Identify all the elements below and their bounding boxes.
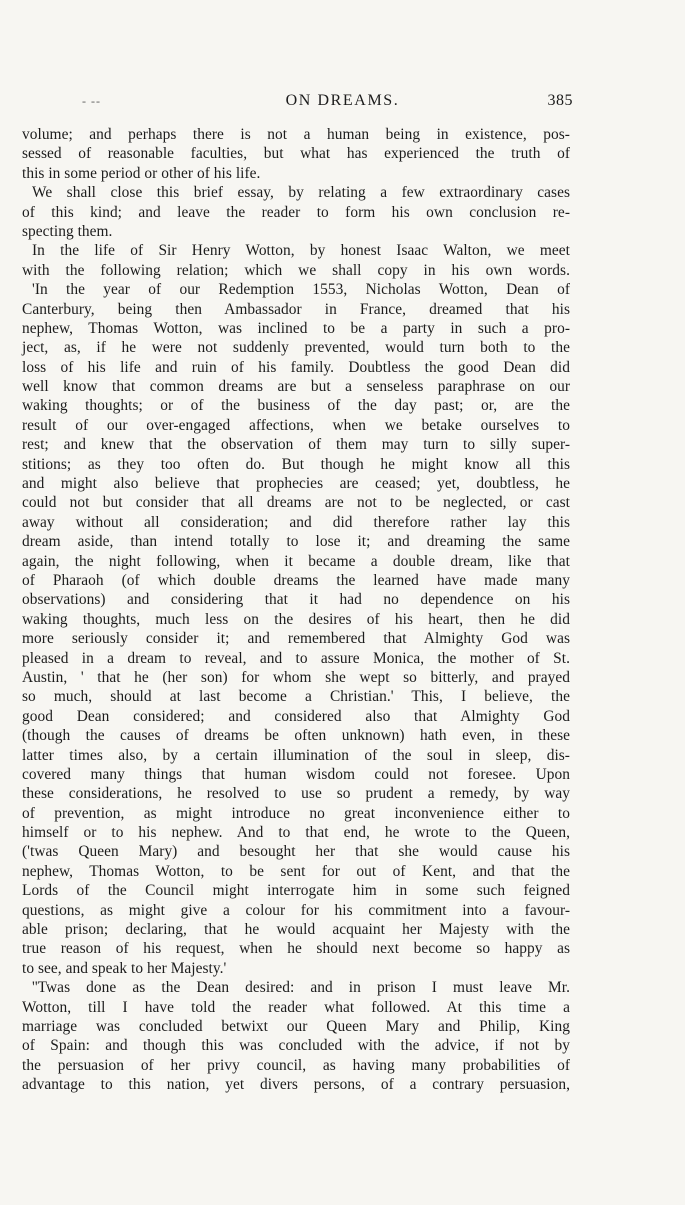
running-head	[0, 92, 685, 114]
text-line: these considerations, he resolved to use so prudent a remedy, by way	[22, 785, 570, 803]
text-line: ject, as, if he were not suddenly prevented, would turn both to the	[22, 339, 570, 357]
text-line: again, the night following, when it became a double dream, like that	[22, 552, 570, 570]
text-line: to see, and speak to her Majesty.'	[22, 959, 227, 977]
text-line: could not but consider that all dreams are not to be neglected, or cast	[22, 494, 570, 512]
text-line: We shall close this brief essay, by relating a few extraordinary cases	[32, 184, 570, 202]
text-line: of Spain: and though this was concluded with the advice, if not by	[22, 1037, 570, 1055]
text-line: waking thoughts; or of the business of the day past; or, are the	[22, 397, 570, 415]
text-line: ''Twas done as the Dean desired: and in prison I must leave Mr.	[32, 979, 570, 997]
text-line: this in some period or other of his life.	[22, 164, 261, 182]
text-line: covered many things that human wisdom could not foresee. Upon	[22, 765, 570, 783]
text-line: able prison; declaring, that he would acquaint her Majesty with the	[22, 921, 570, 939]
text-line: rest; and knew that the observation of them may turn to silly super-	[22, 436, 570, 454]
text-line: true reason of his request, when he should next become so happy as	[22, 940, 570, 958]
text-line: well know that common dreams are but a senseless paraphrase on our	[22, 378, 570, 396]
text-line: In the life of Sir Henry Wotton, by honest Isaac Walton, we meet	[32, 242, 570, 260]
text-line: advantage to this nation, yet divers persons, of a contrary persuasion,	[22, 1076, 570, 1094]
text-line: of Pharaoh (of which double dreams the learned have made many	[22, 571, 570, 589]
text-line: with the following relation; which we shall copy in his own words.	[22, 261, 570, 279]
text-line: Wotton, till I have told the reader what followed. At this time a	[22, 998, 570, 1016]
text-line: and might also believe that prophecies are ceased; yet, doubtless, he	[22, 475, 570, 493]
text-line: specting them.	[22, 222, 113, 240]
text-line: of this kind; and leave the reader to form his own conclusion re-	[22, 203, 570, 221]
chapter-title: ON DREAMS.	[285, 92, 400, 109]
text-line: Canterbury, being then Ambassador in France, dreamed that his	[22, 300, 570, 318]
text-line: (though the causes of dreams be often unknown) hath even, in these	[22, 727, 570, 745]
text-line: ('twas Queen Mary) and besought her that she would cause his	[22, 843, 570, 861]
text-line: 'In the year of our Redemption 1553, Nicholas Wotton, Dean of	[32, 281, 570, 299]
text-line: waking thoughts, much less on the desires of his heart, then he did	[22, 610, 570, 628]
text-line: good Dean considered; and considered also that Almighty God	[22, 707, 570, 725]
body-text	[22, 125, 570, 1095]
text-line: result of our over-engaged affections, when we betake ourselves to	[22, 416, 570, 434]
text-line: nephew, Thomas Wotton, to be sent for out of Kent, and that the	[22, 862, 570, 880]
text-line: questions, as might give a colour for his commitment into a favour-	[22, 901, 570, 919]
text-line: more seriously consider it; and remembered that Almighty God was	[22, 630, 570, 648]
text-line: Lords of the Council might interrogate him in some such feigned	[22, 882, 570, 900]
text-line: dream aside, than intend totally to lose it; and dreaming the same	[22, 533, 570, 551]
text-line: so much, should at last become a Christian.' This, I believe, the	[22, 688, 570, 706]
text-line: of prevention, as might introduce no great inconvenience either to	[22, 804, 570, 822]
text-line: marriage was concluded betwixt our Queen Mary and Philip, King	[22, 1017, 570, 1035]
text-line: observations) and considering that it had no dependence on his	[22, 591, 570, 609]
text-line: sessed of reasonable faculties, but what has experienced the truth of	[22, 145, 570, 163]
text-line: away without all consideration; and did therefore rather lay this	[22, 513, 570, 531]
header-mark: - --	[82, 94, 101, 108]
page-number: 385	[547, 92, 573, 109]
text-line: stitions; as they too often do. But though he might know all this	[22, 455, 570, 473]
text-line: Austin, ' that he (her son) for whom she wept so bitterly, and prayed	[22, 668, 570, 686]
text-line: the persuasion of her privy council, as having many probabilities of	[22, 1056, 570, 1074]
text-line: pleased in a dream to reveal, and to assure Monica, the mother of St.	[22, 649, 570, 667]
text-line: himself or to his nephew. And to that end, he wrote to the Queen,	[22, 824, 570, 842]
text-line: latter times also, by a certain illumination of the soul in sleep, dis-	[22, 746, 570, 764]
text-line: nephew, Thomas Wotton, was inclined to be a party in such a pro-	[22, 319, 570, 337]
text-line: loss of his life and ruin of his family. Doubtless the good Dean did	[22, 358, 570, 376]
text-line: volume; and perhaps there is not a human being in existence, pos-	[22, 126, 570, 143]
